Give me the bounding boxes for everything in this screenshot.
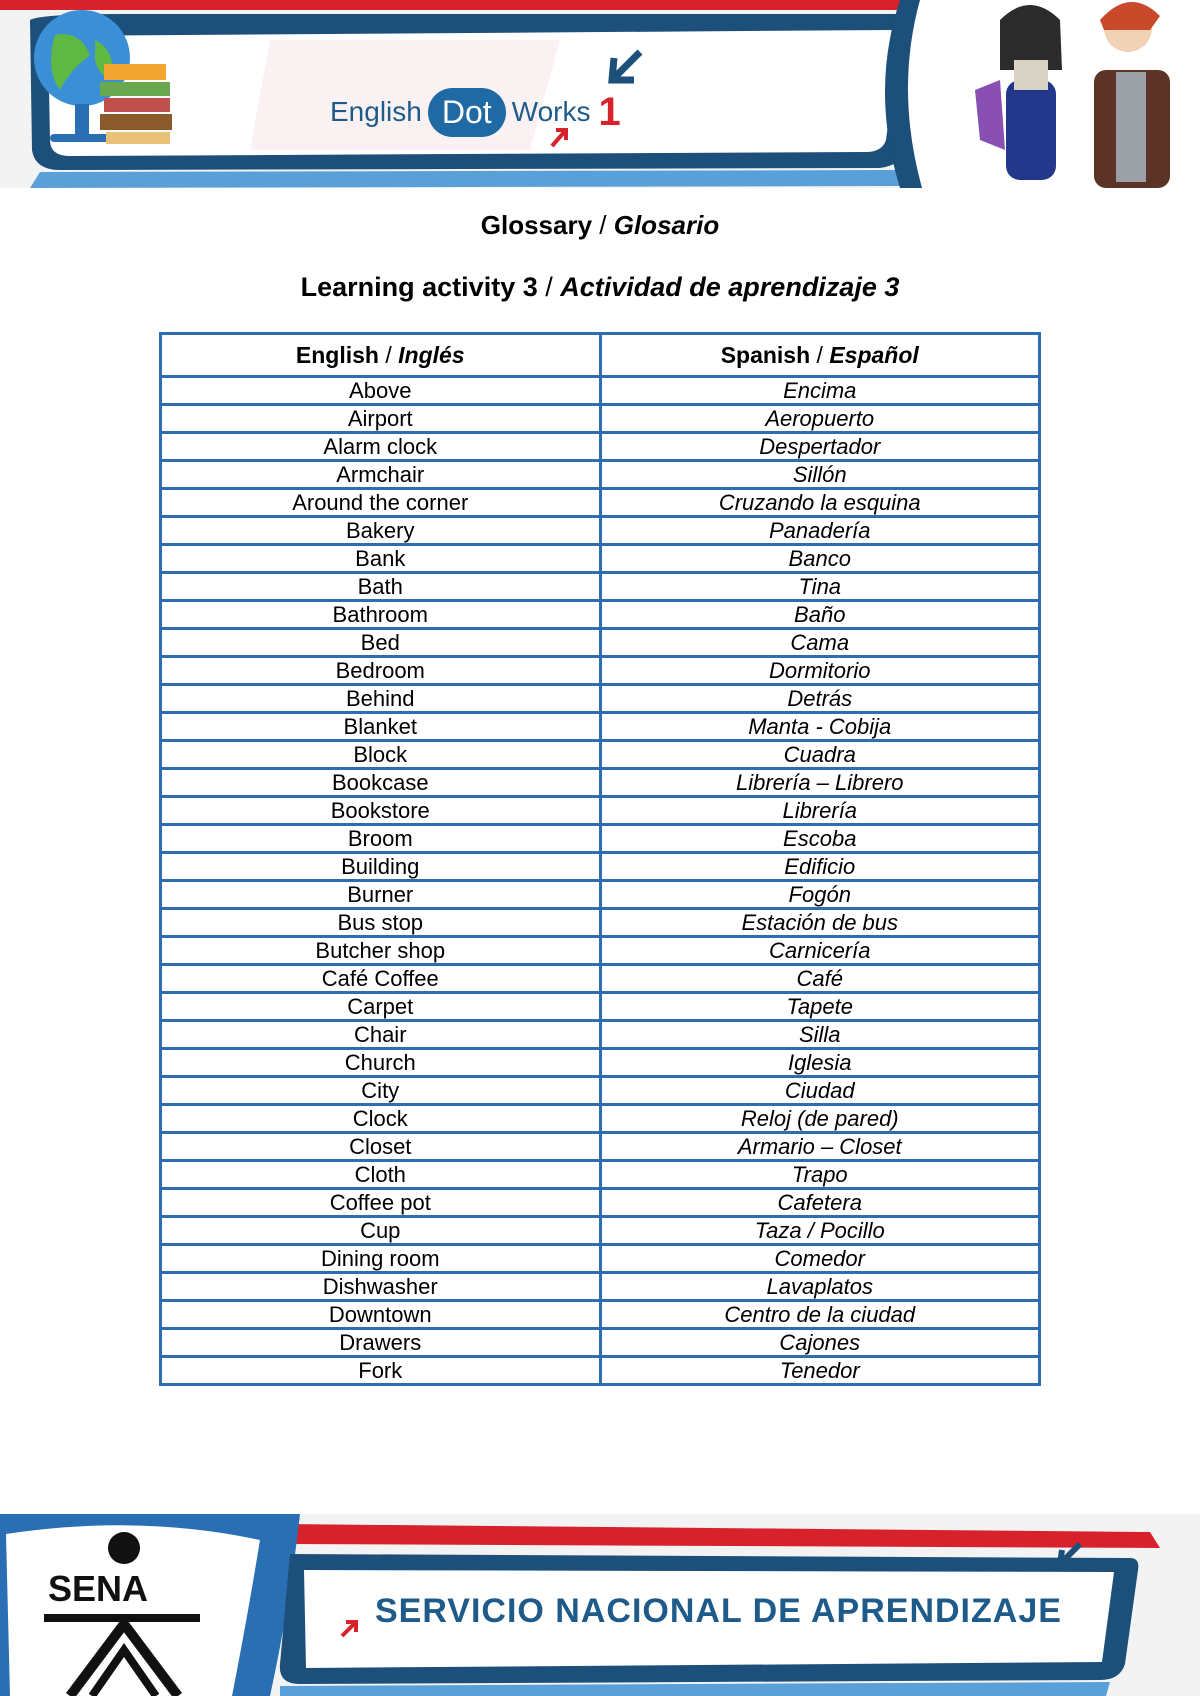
english-term: Clock xyxy=(161,1105,601,1133)
english-term: Bookcase xyxy=(161,769,601,797)
spanish-term: Dormitorio xyxy=(600,657,1040,685)
table-row xyxy=(161,881,1040,909)
title-separator: / xyxy=(592,210,614,240)
english-term: Broom xyxy=(161,825,601,853)
table-header-row xyxy=(161,334,1040,377)
column-header-spanish-es-label: Español xyxy=(829,341,919,368)
spanish-term: Lavaplatos xyxy=(600,1273,1040,1301)
english-term: Building xyxy=(161,853,601,881)
spanish-term: Centro de la ciudad xyxy=(600,1301,1040,1329)
table-row xyxy=(161,769,1040,797)
spanish-term: Carnicería xyxy=(600,937,1040,965)
glossary-title-en: Glossary xyxy=(480,210,593,240)
spanish-term: Iglesia xyxy=(600,1049,1040,1077)
spanish-term: Cajones xyxy=(600,1329,1040,1357)
title-separator: / xyxy=(537,272,561,302)
table-row xyxy=(161,1357,1040,1385)
table-row xyxy=(161,1329,1040,1357)
spanish-term: Reloj (de pared) xyxy=(600,1105,1040,1133)
table-row xyxy=(161,713,1040,741)
english-term: Bakery xyxy=(161,517,601,545)
table-row xyxy=(161,853,1040,881)
english-term: Behind xyxy=(161,685,601,713)
spanish-term: Fogón xyxy=(600,881,1040,909)
english-term: Cup xyxy=(161,1217,601,1245)
table-row xyxy=(161,1021,1040,1049)
table-row xyxy=(161,825,1040,853)
column-header-spanish-label: Spanish xyxy=(720,341,811,368)
spanish-term: Banco xyxy=(600,545,1040,573)
table-row xyxy=(161,965,1040,993)
table-row xyxy=(161,1077,1040,1105)
english-term: Bath xyxy=(161,573,601,601)
spanish-term: Panadería xyxy=(600,517,1040,545)
english-term: Airport xyxy=(161,405,601,433)
english-term: Burner xyxy=(161,881,601,909)
spanish-term: Manta - Cobija xyxy=(600,713,1040,741)
table-row xyxy=(161,937,1040,965)
spanish-term: Café xyxy=(600,965,1040,993)
english-term: Dishwasher xyxy=(161,1273,601,1301)
spanish-term: Aeropuerto xyxy=(600,405,1040,433)
table-row xyxy=(161,1049,1040,1077)
english-term: Cloth xyxy=(161,1161,601,1189)
spanish-term: Cafetera xyxy=(600,1189,1040,1217)
table-row xyxy=(161,545,1040,573)
column-header-separator: / xyxy=(810,341,830,368)
spanish-term: Armario – Closet xyxy=(600,1133,1040,1161)
table-row xyxy=(161,573,1040,601)
english-term: Butcher shop xyxy=(161,937,601,965)
spanish-term: Trapo xyxy=(600,1161,1040,1189)
table-row xyxy=(161,1217,1040,1245)
header-banner xyxy=(0,0,1200,188)
english-term: Bus stop xyxy=(161,909,601,937)
spanish-term: Cruzando la esquina xyxy=(600,489,1040,517)
english-term: Carpet xyxy=(161,993,601,1021)
table-row xyxy=(161,1273,1040,1301)
glossary-table xyxy=(159,332,1041,1386)
spanish-term: Tina xyxy=(600,573,1040,601)
spanish-term: Comedor xyxy=(600,1245,1040,1273)
books-icon xyxy=(100,64,172,144)
table-row xyxy=(161,461,1040,489)
english-term: Drawers xyxy=(161,1329,601,1357)
table-row xyxy=(161,1161,1040,1189)
english-term: Dining room xyxy=(161,1245,601,1273)
spanish-term: Librería xyxy=(600,797,1040,825)
english-term: Alarm clock xyxy=(161,433,601,461)
column-header-separator: / xyxy=(378,341,399,368)
logo-number: 1 xyxy=(598,89,621,134)
english-term: Bookstore xyxy=(161,797,601,825)
table-row xyxy=(161,517,1040,545)
activity-title-es: Actividad de aprendizaje 3 xyxy=(560,272,900,302)
spanish-term: Sillón xyxy=(600,461,1040,489)
english-term: Bedroom xyxy=(161,657,601,685)
english-term: City xyxy=(161,1077,601,1105)
english-term: Coffee pot xyxy=(161,1189,601,1217)
table-row xyxy=(161,1245,1040,1273)
table-row xyxy=(161,1105,1040,1133)
english-term: Around the corner xyxy=(161,489,601,517)
spanish-term: Tenedor xyxy=(600,1357,1040,1385)
spanish-term: Escoba xyxy=(600,825,1040,853)
english-term: Bank xyxy=(161,545,601,573)
logo-works: Works xyxy=(511,96,591,127)
glossary-table-body xyxy=(161,377,1040,1385)
table-row xyxy=(161,993,1040,1021)
table-row xyxy=(161,377,1040,405)
table-row xyxy=(161,1133,1040,1161)
english-term: Bed xyxy=(161,629,601,657)
spanish-term: Tapete xyxy=(600,993,1040,1021)
table-row xyxy=(161,657,1040,685)
glossary-title-es: Glosario xyxy=(613,210,720,240)
english-term: Bathroom xyxy=(161,601,601,629)
table-row xyxy=(161,1189,1040,1217)
spanish-term: Edificio xyxy=(600,853,1040,881)
table-row xyxy=(161,909,1040,937)
activity-title xyxy=(0,272,1200,303)
column-header-english-label: English xyxy=(295,341,379,368)
english-term: Café Coffee xyxy=(161,965,601,993)
english-term: Downtown xyxy=(161,1301,601,1329)
table-row xyxy=(161,629,1040,657)
table-row xyxy=(161,489,1040,517)
table-row xyxy=(161,601,1040,629)
spanish-term: Librería – Librero xyxy=(600,769,1040,797)
spanish-term: Despertador xyxy=(600,433,1040,461)
institution-name: SERVICIO NACIONAL DE APRENDIZAJE xyxy=(375,1592,1062,1630)
column-header-english-es-label: Inglés xyxy=(398,341,465,368)
english-term: Fork xyxy=(161,1357,601,1385)
english-term: Church xyxy=(161,1049,601,1077)
table-row xyxy=(161,1301,1040,1329)
spanish-term: Estación de bus xyxy=(600,909,1040,937)
sena-logo-text: SENA xyxy=(48,1568,149,1609)
english-term: Above xyxy=(161,377,601,405)
spanish-term: Detrás xyxy=(600,685,1040,713)
spanish-term: Taza / Pocillo xyxy=(600,1217,1040,1245)
footer-banner xyxy=(0,1514,1200,1696)
table-row xyxy=(161,405,1040,433)
logo-english: English xyxy=(330,96,422,127)
spanish-term: Cama xyxy=(600,629,1040,657)
spanish-term: Baño xyxy=(600,601,1040,629)
spanish-term: Encima xyxy=(600,377,1040,405)
glossary-title xyxy=(0,210,1200,241)
english-term: Block xyxy=(161,741,601,769)
table-row xyxy=(161,685,1040,713)
table-row xyxy=(161,797,1040,825)
table-row xyxy=(161,741,1040,769)
english-term: Armchair xyxy=(161,461,601,489)
logo-dot: Dot xyxy=(428,88,506,137)
english-term: Chair xyxy=(161,1021,601,1049)
column-header-english xyxy=(161,334,601,377)
english-term: Closet xyxy=(161,1133,601,1161)
english-term: Blanket xyxy=(161,713,601,741)
column-header-spanish xyxy=(600,334,1040,377)
activity-title-en: Learning activity 3 xyxy=(300,272,538,302)
spanish-term: Cuadra xyxy=(600,741,1040,769)
spanish-term: Ciudad xyxy=(600,1077,1040,1105)
table-row xyxy=(161,433,1040,461)
english-dot-works-logo xyxy=(330,82,621,142)
spanish-term: Silla xyxy=(600,1021,1040,1049)
